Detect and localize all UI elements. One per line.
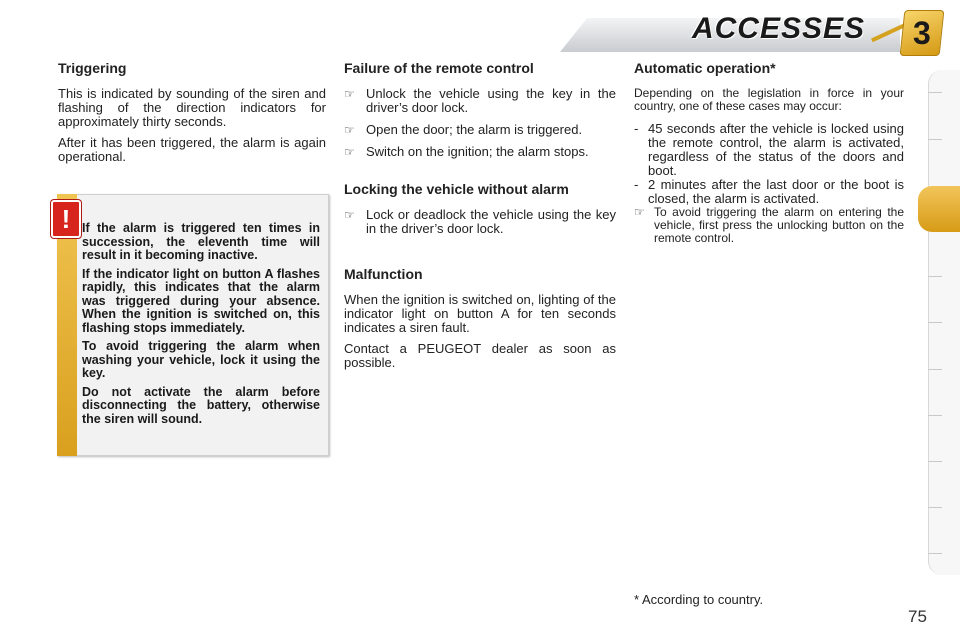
warning-icon: ! xyxy=(51,200,81,238)
page-number: 75 xyxy=(908,607,927,626)
heading-failure-remote: Failure of the remote control xyxy=(344,60,534,76)
pointing-hand-icon: ☞ xyxy=(344,145,355,159)
chapter-number: 3 xyxy=(913,14,931,51)
pointing-hand-icon: ☞ xyxy=(634,205,645,219)
section-tab[interactable] xyxy=(928,507,942,508)
warning-paragraph: If the indicator light on button A flashes rapidly, this indicates that the alarm was triggered during your absence. When the ignition is switched on, this flashing stops immediately. xyxy=(82,266,320,335)
paragraph: Depending on the legislation in force in your country, one of these cases may occur: xyxy=(634,86,904,113)
list-item: ☞ Switch on the ignition; the alarm stops. xyxy=(344,144,589,159)
warning-paragraph: Do not activate the alarm before disconnecting the battery, otherwise the siren will sound. xyxy=(82,384,320,426)
section-tab[interactable] xyxy=(928,415,942,416)
paragraph: Contact a PEUGEOT dealer as soon as possible. xyxy=(344,341,616,370)
section-tab[interactable] xyxy=(928,322,942,323)
column-automatic-operation xyxy=(634,60,904,253)
column-triggering xyxy=(58,60,326,171)
section-tab-active[interactable] xyxy=(918,186,960,232)
pointing-hand-icon: ☞ xyxy=(344,208,355,222)
pointing-hand-icon: ☞ xyxy=(344,123,355,137)
list-item: ☞ Unlock the vehicle using the key in the driver’s door lock. xyxy=(344,86,616,115)
list-item: - 45 seconds after the vehicle is locked using the remote control, the alarm is activated, regardless of the status of the doors and boot. xyxy=(634,121,904,178)
chapter-number-badge xyxy=(900,10,945,56)
heading-locking-without-alarm: Locking the vehicle without alarm xyxy=(344,181,569,197)
section-tab[interactable] xyxy=(928,369,942,370)
paragraph: When the ignition is switched on, lighting of the indicator light on button A for ten seconds indicates a siren fault. xyxy=(344,292,616,335)
pointing-hand-icon: ☞ xyxy=(344,87,355,101)
section-tab[interactable] xyxy=(928,139,942,140)
list-item: ☞ Open the door; the alarm is triggered. xyxy=(344,122,583,137)
list-item: ☞ Lock or deadlock the vehicle using the key in the driver’s door lock. xyxy=(344,207,616,236)
heading-malfunction: Malfunction xyxy=(344,266,423,282)
heading-triggering: Triggering xyxy=(58,60,127,76)
paragraph: After it has been triggered, the alarm is again operational. xyxy=(58,135,326,164)
list-item: ☞ To avoid triggering the alarm on entering the vehicle, first press the unlocking button on the remote control. xyxy=(634,205,904,245)
footnote: * According to country. xyxy=(634,592,764,607)
warning-paragraph: To avoid triggering the alarm when washing your vehicle, lock it using the key. xyxy=(82,339,320,380)
chapter-title: ACCESSES xyxy=(691,12,865,45)
warning-paragraph: If the alarm is triggered ten times in succession, the eleventh time will result in it becoming inactive. xyxy=(82,221,320,262)
section-tab[interactable] xyxy=(928,276,942,277)
warning-text xyxy=(82,222,320,431)
section-tab[interactable] xyxy=(928,92,942,93)
section-tab[interactable] xyxy=(928,461,942,462)
column-remote-control xyxy=(344,60,616,377)
heading-automatic-operation: Automatic operation* xyxy=(634,60,776,76)
section-tab[interactable] xyxy=(928,553,942,554)
paragraph: This is indicated by sounding of the siren and flashing of the direction indicators for approximately thirty seconds. xyxy=(58,86,326,129)
list-item: - 2 minutes after the last door or the boot is closed, the alarm is activated. xyxy=(634,177,904,206)
